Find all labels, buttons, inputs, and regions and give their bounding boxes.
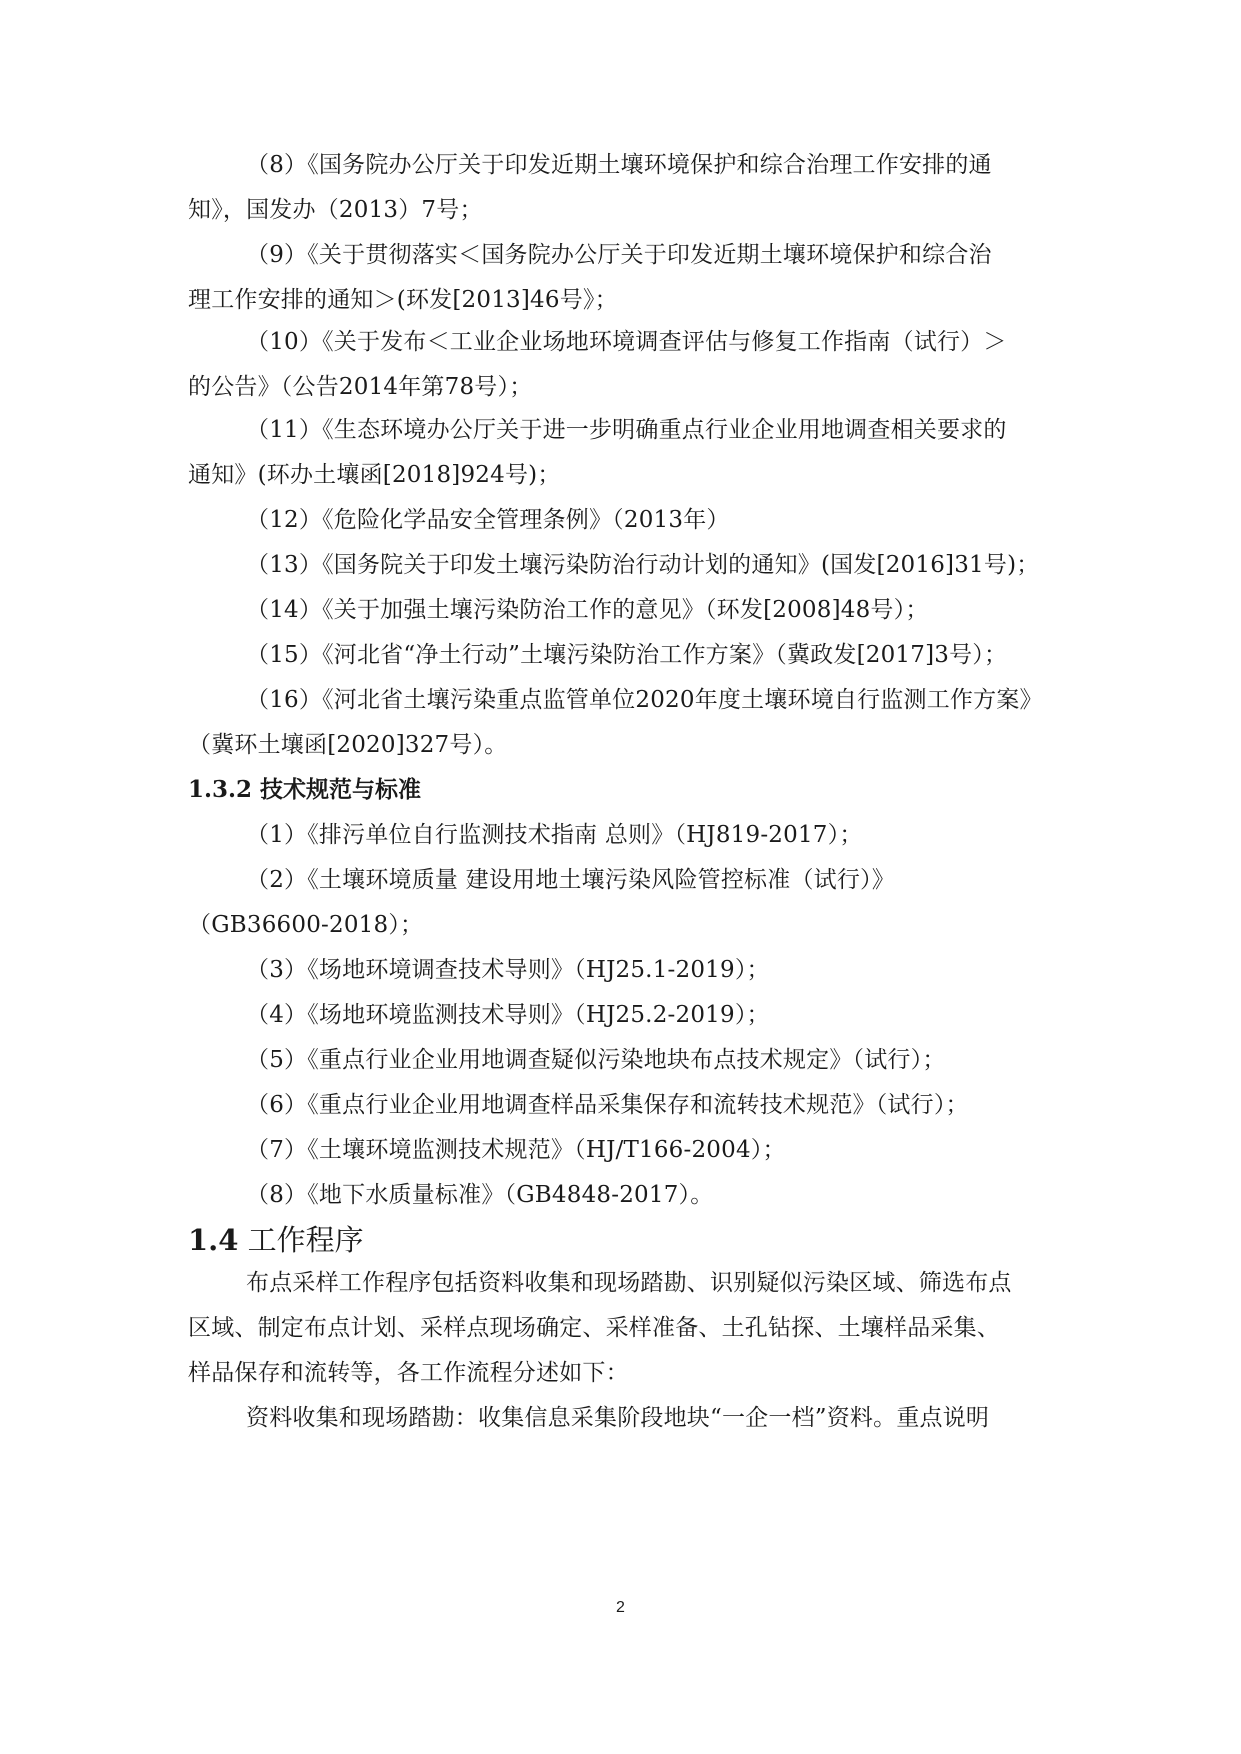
procedure-paragraph-line-1: 布点采样工作程序包括资料收集和现场踏勘、识别疑似污染区域、筛选布点 [246,1270,1012,1296]
regulation-item-11-line-2: 通知》(环办土壤函[2018]924号)； [188,462,561,488]
regulation-item-9-line-2: 理工作安排的通知＞(环发[2013]46号》； [188,287,618,313]
standard-item-1: （1）《排污单位自行监测技术指南 总则》（HJ819-2017）； [246,822,863,848]
section-1-4-number: 1.4 [188,1223,239,1257]
standard-item-8: （8）《地下水质量标准》（GB4848-2017）。 [246,1182,714,1208]
standard-item-6: （6）《重点行业企业用地调查样品采集保存和流转技术规范》（试行）； [246,1092,969,1118]
regulation-item-12: （12）《危险化学品安全管理条例》（2013年） [246,507,730,533]
standard-item-2-line-1: （2）《土壤环境质量 建设用地土壤污染风险管控标准（试行）》 [246,867,895,893]
procedure-paragraph-line-2: 区域、制定布点计划、采样点现场确定、采样准备、土孔钻探、土壤样品采集、 [188,1315,1000,1341]
regulation-item-16-line-1: （16）《河北省土壤污染重点监管单位2020年度土壤环境自行监测工作方案》 [246,687,1043,713]
standard-item-7: （7）《土壤环境监测技术规范》（HJ/T166-2004）； [246,1137,786,1163]
regulation-item-10-line-2: 的公告》（公告2014年第78号）； [188,374,533,400]
section-1-4-heading [188,1222,364,1258]
section-1-4-title: 工作程序 [247,1223,364,1257]
regulation-item-11-line-1: （11）《生态环境办公厅关于进一步明确重点行业企业用地调查相关要求的 [246,417,1007,443]
regulation-item-13: （13）《国务院关于印发土壤污染防治行动计划的通知》(国发[2016]31号)； [246,552,1040,578]
standard-item-2-line-2: （GB36600-2018）； [188,912,424,938]
standard-item-3: （3）《场地环境调查技术导则》（HJ25.1-2019）； [246,957,770,983]
standard-item-5: （5）《重点行业企业用地调查疑似污染地块布点技术规定》（试行）； [246,1047,946,1073]
regulation-item-15: （15）《河北省“净土行动”土壤污染防治工作方案》（冀政发[2017]3号）； [246,642,1008,668]
regulation-item-16-line-2: （冀环土壤函[2020]327号）。 [188,732,508,758]
regulation-item-8-line-1: （8）《国务院办公厅关于印发近期土壤环境保护和综合治理工作安排的通 [246,152,992,178]
regulation-item-9-line-1: （9）《关于贯彻落实＜国务院办公厅关于印发近期土壤环境保护和综合治 [246,242,992,268]
regulation-item-8-line-2: 知》，国发办（2013）7号； [188,197,483,223]
data-collection-paragraph-line-1: 资料收集和现场踏勘：收集信息采集阶段地块“一企一档”资料。重点说明 [246,1405,990,1431]
procedure-paragraph-line-3: 样品保存和流转等，各工作流程分述如下： [188,1360,629,1386]
standard-item-4: （4）《场地环境监测技术导则》（HJ25.2-2019）； [246,1002,770,1028]
page-number: 2 [616,1599,625,1616]
section-1-3-2-heading: 1.3.2 技术规范与标准 [188,776,422,803]
regulation-item-14: （14）《关于加强土壤污染防治工作的意见》（环发[2008]48号）； [246,597,929,623]
regulation-item-10-line-1: （10）《关于发布＜工业企业场地环境调查评估与修复工作指南（试行）＞ [246,329,1007,355]
